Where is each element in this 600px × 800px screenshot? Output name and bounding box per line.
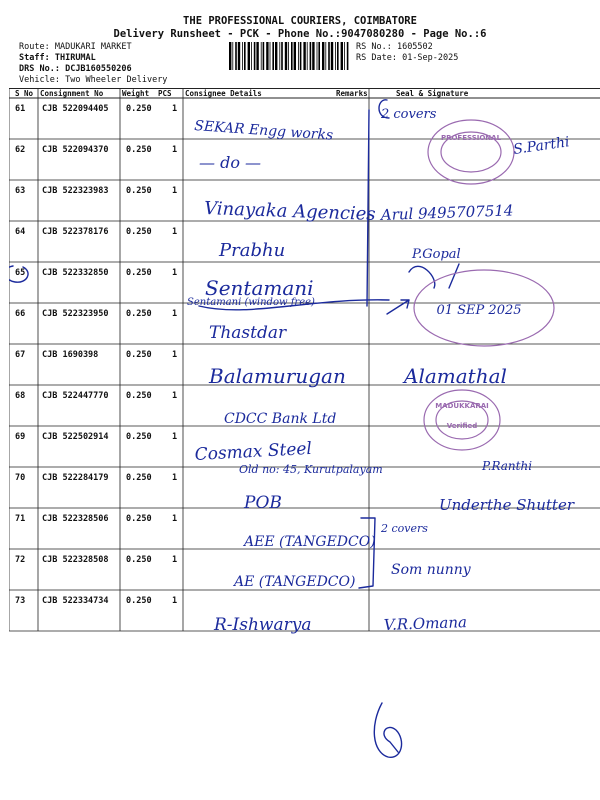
- barcode-bar: [312, 42, 314, 70]
- col-weight-header: Weight: [122, 89, 150, 98]
- barcode-bar: [270, 42, 271, 70]
- row-weight: 0.250: [126, 268, 152, 278]
- row-pcs: 1: [172, 596, 178, 606]
- consignee-handwriting: AE (TANGEDCO): [234, 574, 356, 590]
- row-pcs: 1: [172, 227, 178, 237]
- row-sno: 68: [15, 391, 26, 401]
- date-stamp-text: 01 SEP 2025: [436, 303, 522, 318]
- consignee-handwriting: — do —: [199, 153, 262, 172]
- row-pcs: 1: [172, 391, 178, 401]
- row-weight: 0.250: [126, 514, 152, 524]
- row-sno: 64: [15, 227, 26, 237]
- rs-no-value: 1605502: [396, 42, 433, 52]
- signature-handwriting: P.Ranthi: [482, 459, 533, 473]
- barcode-bar: [300, 42, 302, 70]
- rs-info: [356, 42, 458, 64]
- barcode-bar: [331, 42, 333, 70]
- barcode-bar: [235, 42, 237, 70]
- seal-stamp-sub: Verified: [446, 422, 478, 430]
- row-pcs: 1: [172, 432, 178, 442]
- runsheet-table: [9, 88, 600, 640]
- row-pcs: 1: [172, 309, 178, 319]
- staff-value: THIRUMAL: [54, 53, 96, 63]
- signature-handwriting: Som nunny: [391, 562, 471, 578]
- barcode-bar: [298, 42, 299, 70]
- barcode-bar: [288, 42, 289, 70]
- consignee-handwriting: AEE (TANGEDCO): [244, 534, 376, 550]
- barcode-bar: [318, 42, 320, 70]
- consignee-handwriting: SEKAR Engg works: [193, 118, 334, 144]
- signature-handwriting: Arul 9495707514: [380, 201, 514, 224]
- row-consignment-no: CJB 522328508: [42, 555, 109, 565]
- barcode-bar: [279, 42, 280, 70]
- barcode-bar: [281, 42, 283, 70]
- row-pcs: 1: [172, 145, 178, 155]
- row-pcs: 1: [172, 473, 178, 483]
- sno-circle-mark: [9, 266, 28, 282]
- consignee-handwriting: POB: [244, 493, 282, 513]
- scribble-mark: [409, 264, 459, 288]
- barcode-bar: [238, 42, 240, 70]
- row-sno: 72: [15, 555, 26, 565]
- barcode-bar: [244, 42, 246, 70]
- row-sno: 66: [15, 309, 26, 319]
- initial-mark: [374, 703, 401, 757]
- row-consignment-no: CJB 1690398: [42, 350, 99, 360]
- barcode-bar: [347, 42, 349, 70]
- row-weight: 0.250: [126, 309, 152, 319]
- barcode-bar: [263, 42, 265, 70]
- handwriting-layer: [9, 88, 600, 640]
- consignee-handwriting: Thastdar: [209, 323, 287, 343]
- row-weight: 0.250: [126, 227, 152, 237]
- col-pcs-header: PCS: [158, 89, 172, 98]
- row-sno: 67: [15, 350, 26, 360]
- row-weight: 0.250: [126, 473, 152, 483]
- seal-stamp-text: MADUKKARAI: [435, 402, 489, 410]
- barcode-bar: [325, 42, 326, 70]
- row-consignment-no: CJB 522323950: [42, 309, 109, 319]
- barcode-bar: [254, 42, 256, 70]
- row-sno: 62: [15, 145, 26, 155]
- signature-handwriting: 2 covers: [381, 522, 428, 535]
- row-weight: 0.250: [126, 432, 152, 442]
- signature-handwriting: 2 covers: [381, 107, 437, 122]
- route-value: MADUKARI MARKET: [54, 42, 132, 52]
- stamp-top-text: PROFESSIONAL: [440, 134, 502, 142]
- signature-handwriting: P.Gopal: [412, 247, 461, 262]
- consignee-handwriting: R-Ishwarya: [214, 615, 312, 635]
- consignee-handwriting: CDCC Bank Ltd: [224, 411, 337, 427]
- drs-value: DCJB160550206: [65, 64, 132, 74]
- row-pcs: 1: [172, 514, 178, 524]
- barcode-bar: [322, 42, 324, 70]
- remarks-bracket: [367, 110, 369, 306]
- consignee-handwriting: Vinayaka Agencies: [203, 198, 376, 225]
- barcode-bar: [294, 42, 296, 70]
- barcode-bar: [337, 42, 339, 70]
- vehicle-label: Vehicle:: [19, 75, 60, 85]
- row-consignment-no: CJB 522502914: [42, 432, 109, 442]
- row-sno: 70: [15, 473, 26, 483]
- signature-handwriting: Underthe Shutter: [439, 496, 574, 514]
- row-sno: 65: [15, 268, 26, 278]
- staff-label: Staff:: [19, 53, 50, 63]
- row-weight: 0.250: [126, 350, 152, 360]
- rs-date-label: RS Date:: [356, 53, 397, 63]
- barcode-bar: [275, 42, 277, 70]
- barcode-bar: [248, 42, 250, 70]
- row-pcs: 1: [172, 555, 178, 565]
- col-remarks-header: Remarks: [336, 89, 368, 98]
- arrow-mark: [387, 300, 409, 314]
- row-weight: 0.250: [126, 145, 152, 155]
- rs-no-label: RS No.:: [356, 42, 392, 52]
- route-info: [19, 42, 167, 86]
- company-title: THE PROFESSIONAL COURIERS, COIMBATORE: [183, 15, 417, 27]
- barcode-bar: [328, 42, 330, 70]
- row-sno: 71: [15, 514, 26, 524]
- barcode-bar: [251, 42, 252, 70]
- row-sno: 61: [15, 104, 26, 114]
- row-weight: 0.250: [126, 391, 152, 401]
- row-sno: 69: [15, 432, 26, 442]
- barcode-bar: [285, 42, 287, 70]
- consignee-handwriting: Cosmax Steel: [194, 438, 313, 465]
- col-consignment-header: Consignment No: [40, 89, 104, 98]
- route-label: Route:: [19, 42, 50, 52]
- signature-handwriting: V.R.Omana: [383, 613, 468, 634]
- barcode-bar: [303, 42, 305, 70]
- row-sno: 63: [15, 186, 26, 196]
- row-pcs: 1: [172, 268, 178, 278]
- consignee-handwriting: Sentamani: [205, 276, 314, 300]
- col-consignee-header: Consignee Details: [185, 89, 262, 98]
- signature-handwriting: S.Parthi: [512, 134, 571, 158]
- row-consignment-no: CJB 522378176: [42, 227, 109, 237]
- row-pcs: 1: [172, 104, 178, 114]
- runsheet-subtitle: Delivery Runsheet - PCK - Phone No.:9047080280 - Page No.:6: [113, 28, 487, 40]
- row-consignment-no: CJB 522094370: [42, 145, 109, 155]
- consignee-handwriting: Prabhu: [219, 240, 286, 261]
- barcode-bar: [272, 42, 274, 70]
- barcode-bar: [344, 42, 345, 70]
- row-consignment-no: CJB 522323983: [42, 186, 109, 196]
- barcode-bar: [341, 42, 343, 70]
- barcode-bar: [256, 42, 258, 70]
- barcode-bar: [242, 42, 243, 70]
- row-pcs: 1: [172, 350, 178, 360]
- row-pcs: 1: [172, 186, 178, 196]
- row-consignment-no: CJB 522334734: [42, 596, 109, 606]
- barcode-bar: [261, 42, 262, 70]
- row-weight: 0.250: [126, 596, 152, 606]
- drs-label: DRS No.:: [19, 64, 60, 74]
- row-weight: 0.250: [126, 555, 152, 565]
- consignee-note-sub: Sentamani (window free): [187, 297, 315, 308]
- barcode-bar: [291, 42, 293, 70]
- barcode-bar: [232, 42, 233, 70]
- barcode-bar: [307, 42, 308, 70]
- consignee-handwriting: Balamurugan: [209, 364, 346, 388]
- barcode-graphic: [229, 42, 349, 72]
- barcode-bar: [310, 42, 312, 70]
- row-consignment-no: CJB 522094405: [42, 104, 109, 114]
- row-sno: 73: [15, 596, 26, 606]
- barcode-bar: [266, 42, 268, 70]
- barcode-bar: [229, 42, 231, 70]
- rs-date-value: 01-Sep-2025: [402, 53, 459, 63]
- row-consignment-no: CJB 522284179: [42, 473, 109, 483]
- row-consignment-no: CJB 522328506: [42, 514, 109, 524]
- row-weight: 0.250: [126, 104, 152, 114]
- vehicle-value: Two Wheeler Delivery: [65, 75, 168, 85]
- consignee-note-line2: Old no: 45, Kurutpalayam: [239, 463, 383, 476]
- col-sno-header: S No: [15, 89, 34, 98]
- row-consignment-no: CJB 522332850: [42, 268, 109, 278]
- signature-handwriting: Alamathal: [404, 364, 507, 388]
- col-seal-header: Seal & Signature: [396, 89, 469, 98]
- row-weight: 0.250: [126, 186, 152, 196]
- row-consignment-no: CJB 522447770: [42, 391, 109, 401]
- remarks-bracket: [359, 518, 375, 588]
- barcode-bar: [317, 42, 318, 70]
- barcode-bar: [335, 42, 336, 70]
